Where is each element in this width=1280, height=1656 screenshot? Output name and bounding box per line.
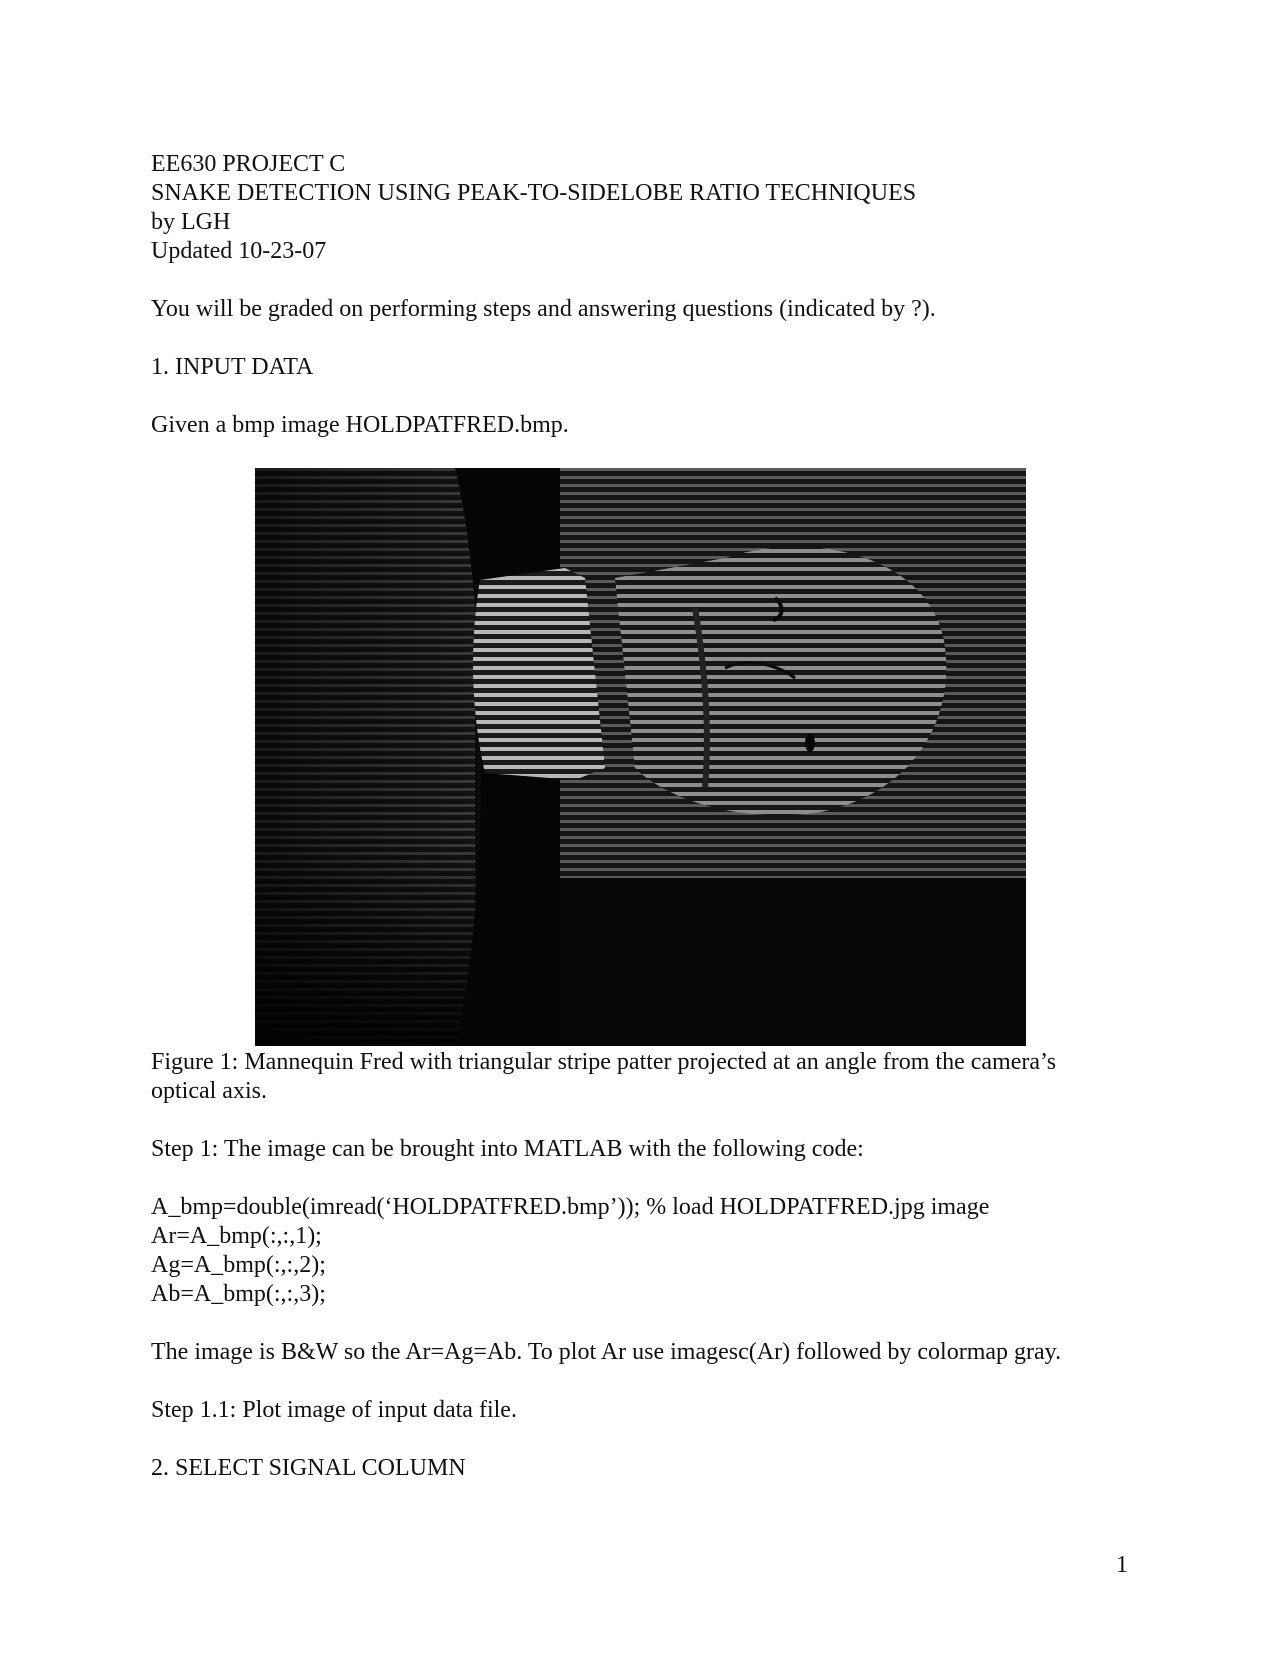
- step-1-note: The image is B&W so the Ar=Ag=Ab. To plot Ar use imagesc(Ar) followed by colormap gray.: [151, 1339, 1062, 1365]
- step-1-1-text: Step 1.1: Plot image of input data file.: [151, 1397, 517, 1423]
- mannequin-stripe-photo: [255, 468, 1026, 1046]
- updated-line: Updated 10-23-07: [151, 238, 327, 264]
- author-line: by LGH: [151, 209, 231, 235]
- course-line: EE630 PROJECT C: [151, 151, 346, 177]
- page-number: 1: [1116, 1552, 1128, 1578]
- section-1-heading: 1. INPUT DATA: [151, 354, 314, 380]
- figure-caption-line-2: optical axis.: [151, 1078, 267, 1104]
- doc-title: SNAKE DETECTION USING PEAK-TO-SIDELOBE RATIO TECHNIQUES: [151, 180, 917, 206]
- figure-caption-line-1: Figure 1: Mannequin Fred with triangular stripe patter projected at an angle from the camera’s: [151, 1049, 1057, 1075]
- figure-1-image: [255, 468, 1026, 1046]
- code-line-1: A_bmp=double(imread(‘HOLDPATFRED.bmp’)); % load HOLDPATFRED.jpg image: [151, 1194, 990, 1220]
- intro-paragraph: You will be graded on performing steps and answering questions (indicated by ?).: [151, 296, 936, 322]
- code-line-3: Ag=A_bmp(:,:,2);: [151, 1252, 326, 1278]
- section-2-heading: 2. SELECT SIGNAL COLUMN: [151, 1455, 466, 1481]
- code-line-2: Ar=A_bmp(:,:,1);: [151, 1223, 322, 1249]
- given-line: Given a bmp image HOLDPATFRED.bmp.: [151, 412, 569, 438]
- code-line-4: Ab=A_bmp(:,:,3);: [151, 1281, 326, 1307]
- step-1-text: Step 1: The image can be brought into MATLAB with the following code:: [151, 1136, 864, 1162]
